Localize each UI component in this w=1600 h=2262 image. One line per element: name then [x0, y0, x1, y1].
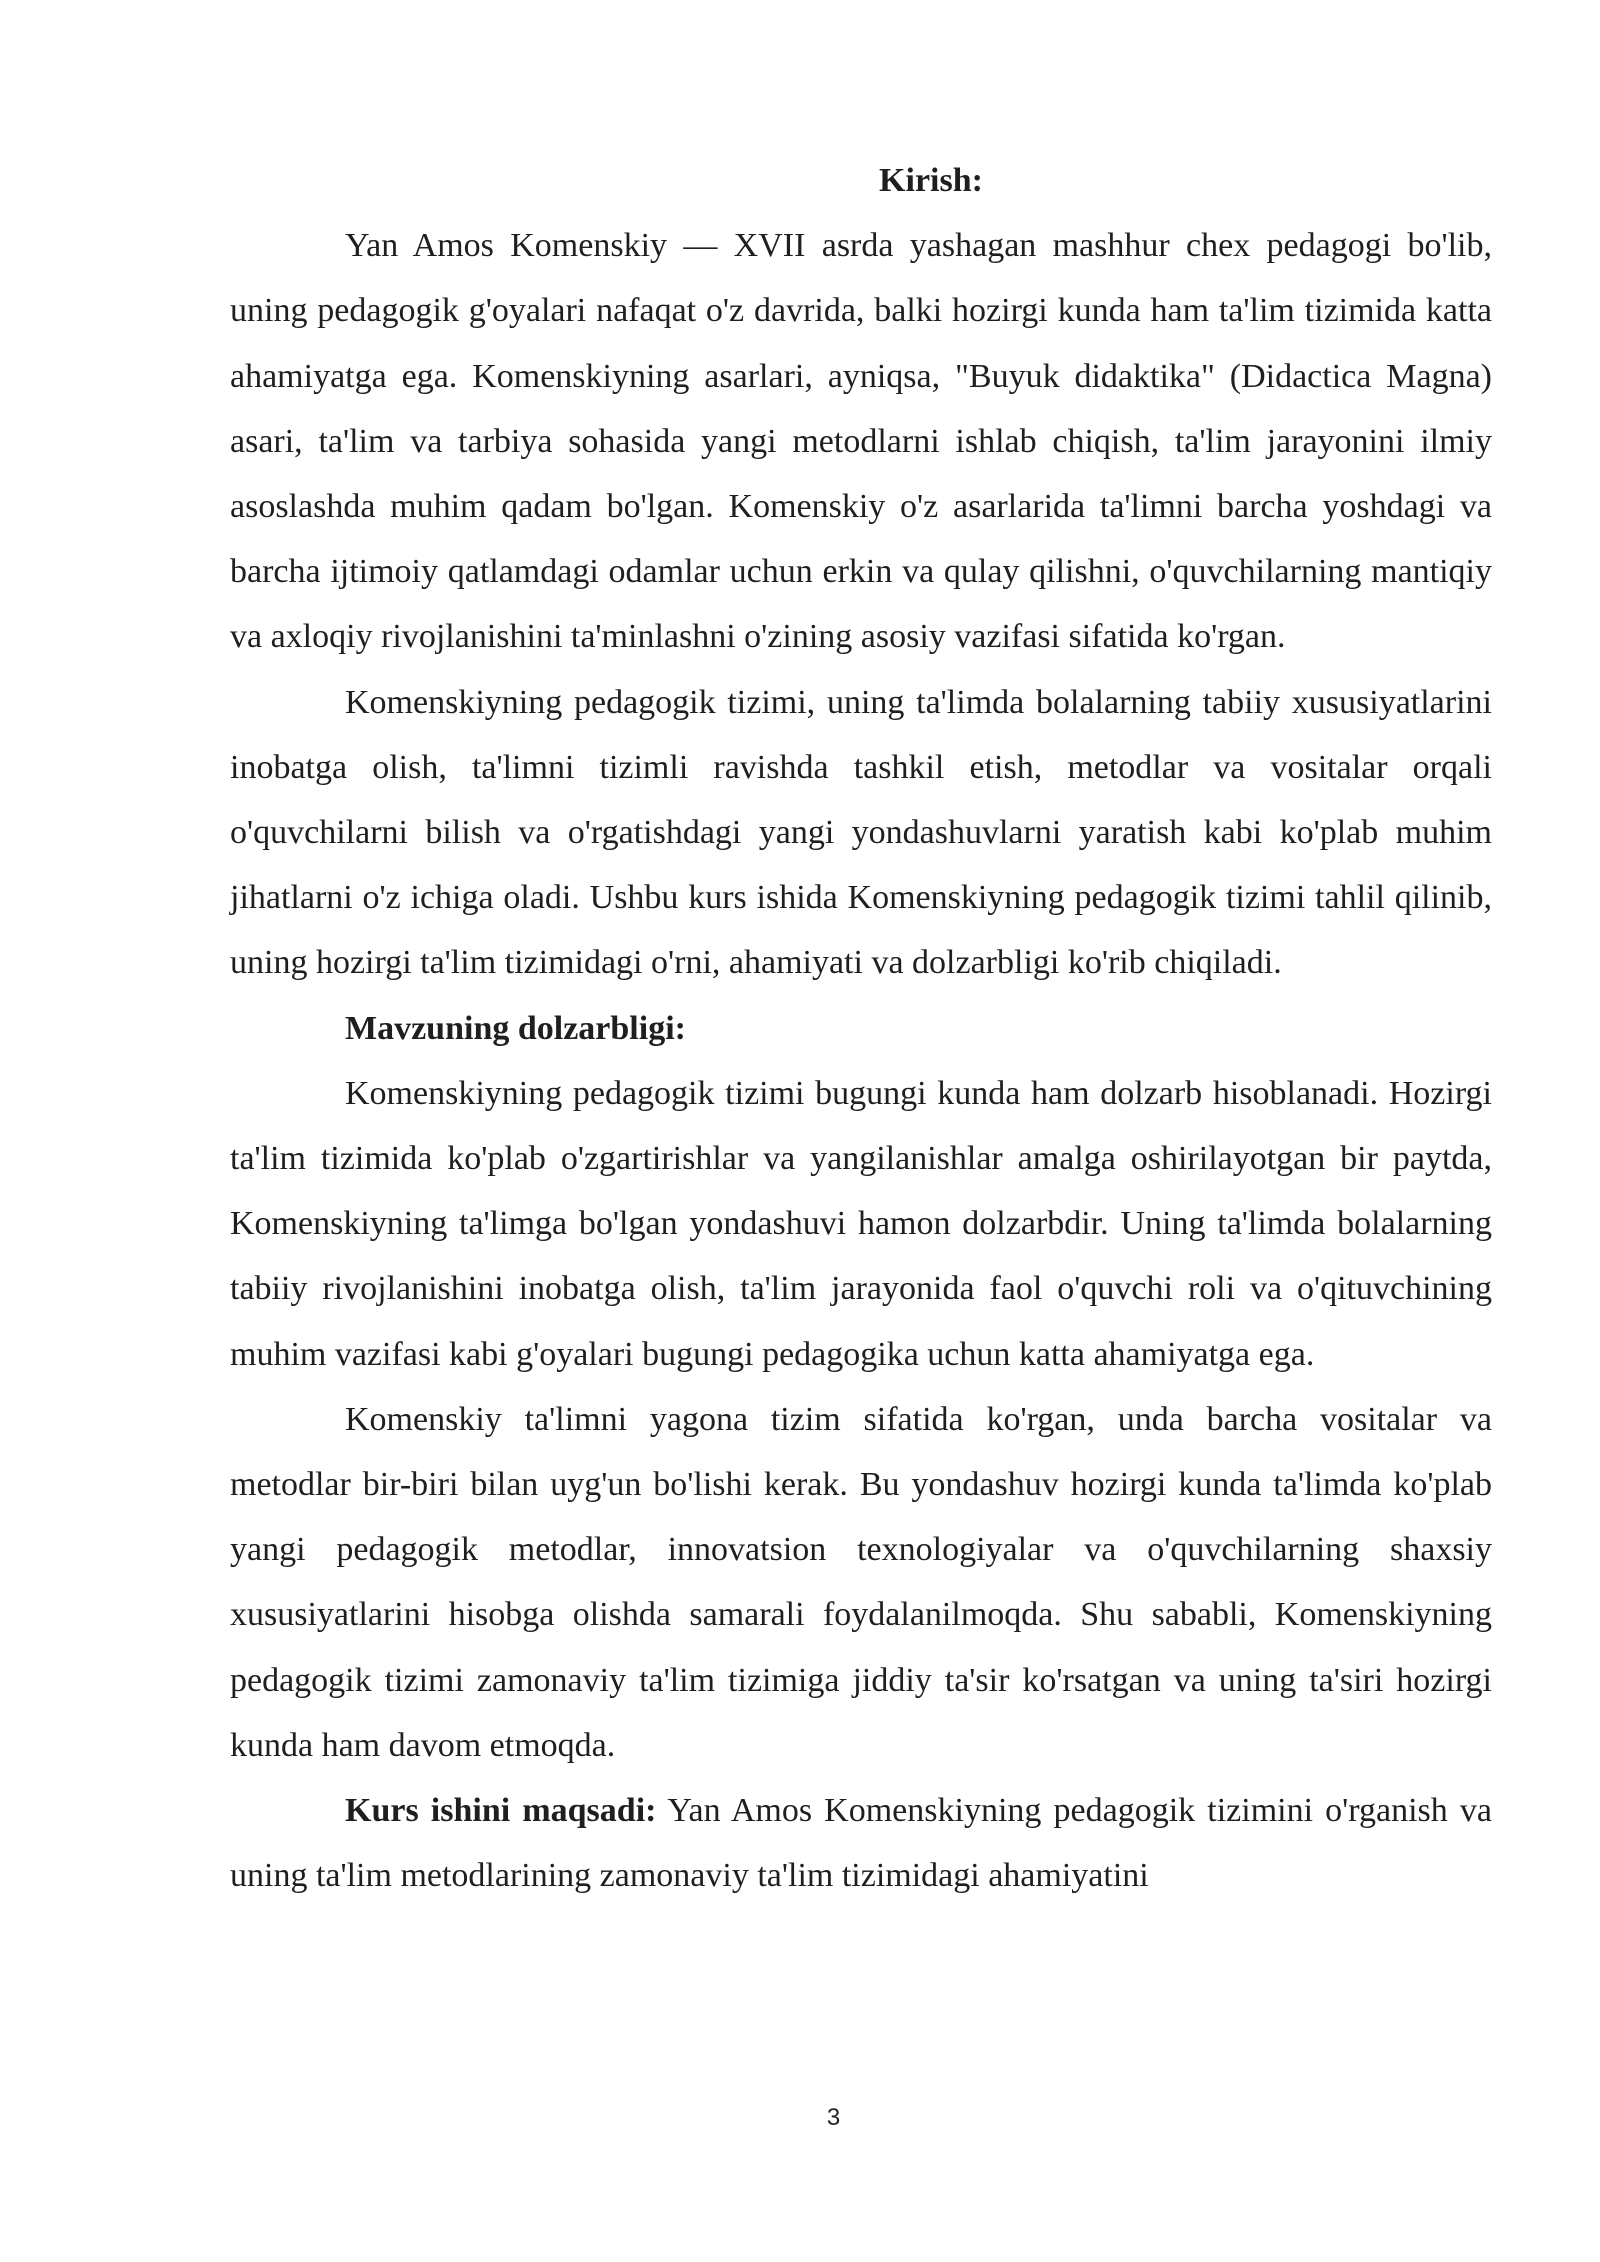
- intro-paragraph-2: Komenskiyning pedagogik tizimi, uning ta'limda bolalarning tabiiy xususiyatlarini inobatga olish, ta'limni tizimli ravishda tashkil etish, metodlar va vositalar orqali o'quvchilarni bilish va o'rgatishdagi yangi yondashuvlarni yaratish kabi ko'plab muhim jihatlarni o'z ichiga oladi. Ushbu kurs ishida Komenskiyning pedagogik tizimi tahlil qilinib, uning hozirgi ta'lim tizimidagi o'rni, ahamiyati va dolzarbligi ko'rib chiqiladi.: [230, 683, 1492, 982]
- section-heading: Kirish:: [879, 162, 983, 199]
- page-content: [230, 148, 1492, 1908]
- page-number: 3: [826, 2104, 841, 2131]
- goal-label: Kurs ishini maqsadi:: [345, 1792, 657, 1830]
- intro-paragraph-1: Yan Amos Komenskiy — XVII asrda yashagan mashhur chex pedagogi bo'lib, uning pedagogik g'oyalari nafaqat o'z davrida, balki hozirgi kunda ham ta'lim tizimida katta ahamiyatga ega. Komenskiyning asarlari, ayniqsa, "Buyuk didaktika" (Didactica Magna) asari, ta'lim va tarbiya sohasida yangi metodlarni ishlab chiqish, ta'lim jarayonini ilmiy asoslashda muhim qadam bo'lgan. Komenskiy o'z asarlarida ta'limni barcha yoshdagi va barcha ijtimoiy qatlamdagi odamlar uchun erkin va qulay qilishni, o'quvchilarning mantiqiy va axloqiy rivojlanishini ta'minlashni o'zining asosiy vazifasi sifatida ko'rgan.: [230, 227, 1492, 656]
- relevance-paragraph-2: Komenskiy ta'limni yagona tizim sifatida ko'rgan, unda barcha vositalar va metodlar bir-biri bilan uyg'un bo'lishi kerak. Bu yondashuv hozirgi kunda ta'limda ko'plab yangi pedagogik metodlar, innovatsion texnologiyalar va o'quvchilarning shaxsiy xususiyatlarini hisobga olishda samarali foydalanilmoqda. Shu sababli, Komenskiyning pedagogik tizimi zamonaviy ta'lim tizimiga jiddiy ta'sir ko'rsatgan va uning ta'siri hozirgi kunda ham davom etmoqda.: [230, 1400, 1492, 1764]
- relevance-paragraph-1: Komenskiyning pedagogik tizimi bugungi kunda ham dolzarb hisoblanadi. Hozirgi ta'lim tizimida ko'plab o'zgartirishlar va yangilanishlar amalga oshirilayotgan bir paytda, Komenskiyning ta'limga bo'lgan yondashuvi hamon dolzarbdir. Uning ta'limda bolalarning tabiiy rivojlanishini inobatga olish, ta'lim jarayonida faol o'quvchi roli va o'qituvchining muhim vazifasi kabi g'oyalari bugungi pedagogika uchun katta ahamiyatga ega.: [230, 1074, 1492, 1373]
- goal-paragraph: [230, 1778, 1492, 1908]
- goal-text: Yan Amos Komenskiyning pedagogik tizimini o'rganish va uning ta'lim metodlarining zamonaviy ta'lim tizimidagi ahamiyatini: [230, 1792, 1492, 1895]
- relevance-heading: Mavzuning dolzarbligi:: [345, 1009, 686, 1047]
